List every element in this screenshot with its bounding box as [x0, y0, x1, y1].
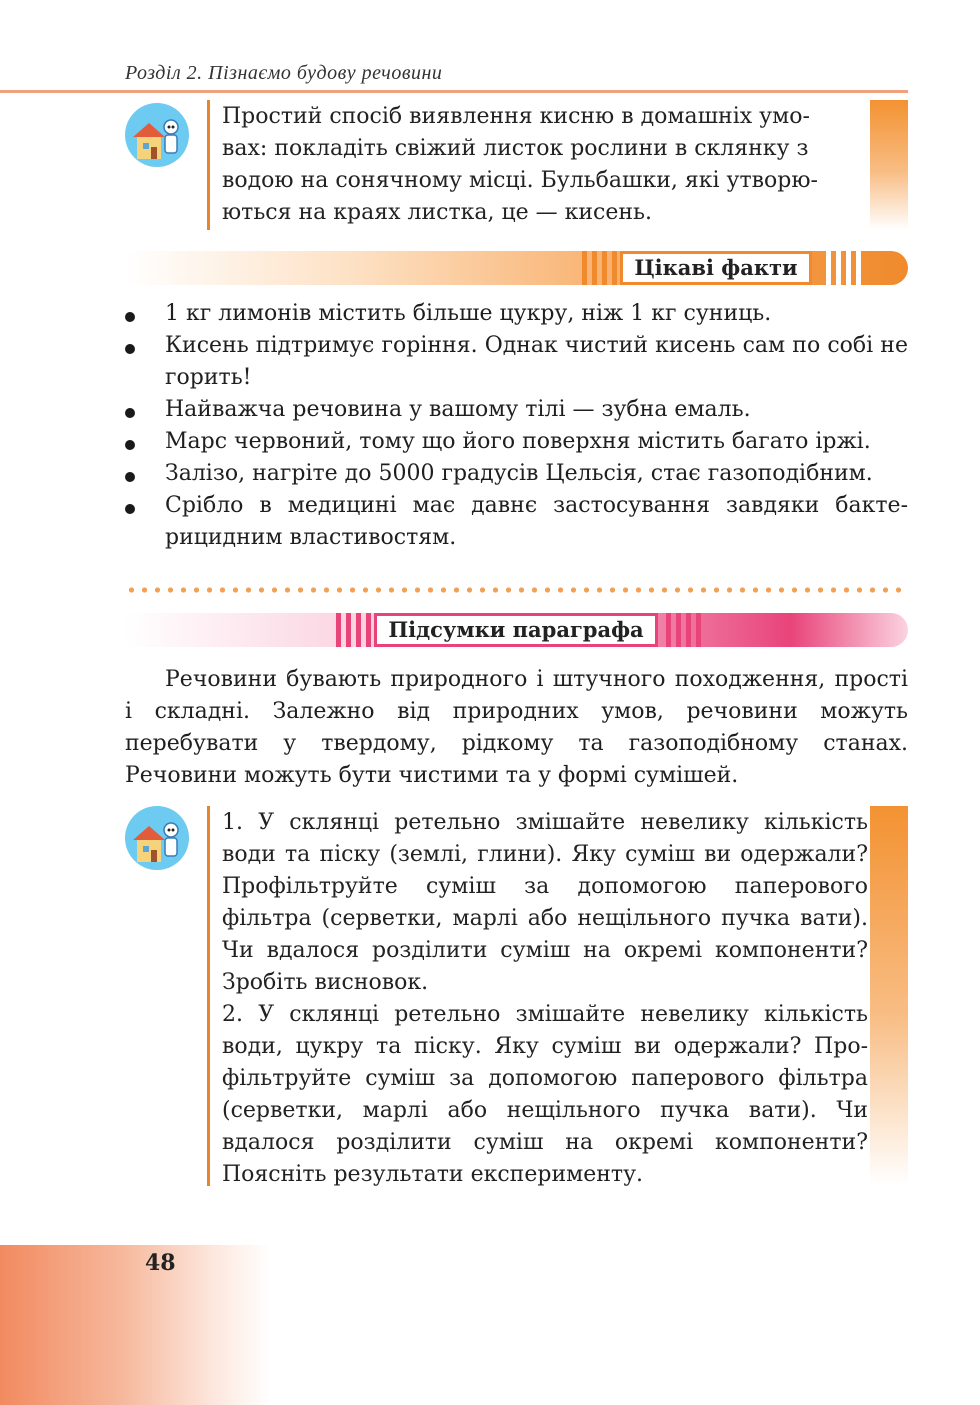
fact-item: Кисень підтримує горіння. Однак чистий кисень сам по собі не горить! — [125, 330, 908, 394]
summary-banner-stripes-left — [336, 613, 371, 647]
running-header: Розділ 2. Пізнаємо будову речовини — [125, 62, 443, 84]
home-experiment-text — [222, 101, 868, 229]
page-corner-decoration — [0, 1245, 270, 1405]
experiment-line: Простий спосіб виявлення кисню в домашніх умо- — [222, 104, 810, 129]
facts-section-title: Цікаві факти — [620, 251, 812, 285]
experiment-line: водою на сонячному місці. Бульбашки, які утворю- — [222, 168, 818, 193]
page-number: 48 — [145, 1250, 176, 1276]
fact-item: Срібло в медицині має давнє застосування завдяки бактерицидним властивостям. — [125, 490, 908, 554]
robot-house-icon — [125, 806, 189, 870]
facts-banner-stripes-right — [826, 251, 861, 285]
experiment-margin-rule — [207, 100, 210, 230]
dotted-divider — [125, 586, 908, 594]
summary-paragraph: Речовини бувають природного і штучного походження, прості і складні. Залежно від природних умов, речовини можуть перебувати у твердому, рідкому та газоподібному станах. Речовини можуть бути чистими та у формі сумішей. — [125, 667, 908, 788]
experiment-task-2: 2. У склянці ретельно змішайте невелику кількість води, цукру та піску. Яку суміш ви одержали? Профільтруйте суміш за допомогою паперового фільтра (серветки, марлі або нещільного пучка вати). Чи вдалося розділити суміш на окремі компоненти? Поясніть результати експерименту. — [222, 1002, 868, 1187]
facts-list — [125, 298, 908, 554]
experiment-line: вах: покладіть свіжий листок рослини в склянку з — [222, 136, 809, 161]
experiment-margin-rule — [207, 806, 210, 1186]
experiment-task-1: 1. У склянці ретельно змішайте невелику кількість води та піску (землі, глини). Яку суміш ви одержали? Профільтруйте суміш за допомогою паперового фільтра (серветки, марлі або нещільного пучка вати). Чи вдалося розділити суміш на окремі компоненти? Зробіть висновок. — [222, 810, 868, 995]
side-accent-bar — [870, 100, 908, 230]
summary-banner-stripes-right — [666, 613, 701, 647]
robot-house-icon — [125, 103, 189, 167]
fact-item: 1 кг лимонів містить більше цукру, ніж 1 кг суниць. — [125, 298, 908, 330]
header-divider — [0, 90, 908, 93]
facts-banner-stripes-left — [582, 251, 617, 285]
fact-item: Марс червоний, тому що його поверхня містить багато іржі. — [125, 426, 908, 458]
home-experiment-2-text — [222, 807, 868, 1191]
fact-item: Залізо, нагріте до 5000 градусів Цельсія, стає газоподібним. — [125, 458, 908, 490]
side-accent-bar — [870, 806, 908, 1186]
experiment-line: ються на краях листка, це — кисень. — [222, 200, 653, 225]
fact-item: Найважча речовина у вашому тілі — зубна емаль. — [125, 394, 908, 426]
summary-section-title: Підсумки параграфа — [374, 613, 658, 647]
